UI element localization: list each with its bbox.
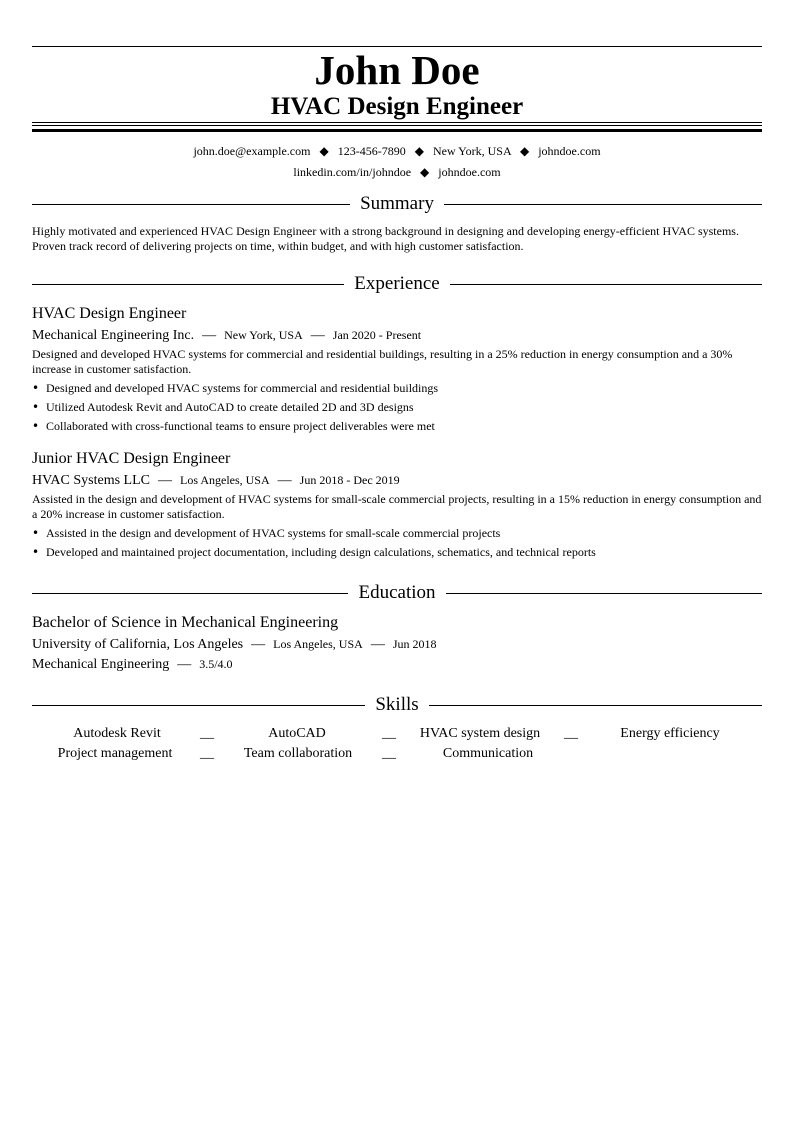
job-location: New York, USA	[224, 328, 303, 342]
experience-heading	[32, 272, 762, 296]
job-company: Mechanical Engineering Inc.	[32, 328, 195, 343]
education-heading	[32, 581, 762, 605]
heading-rule-right	[450, 284, 762, 285]
heading-rule-right	[444, 204, 762, 205]
bullet-icon: •	[32, 526, 40, 540]
candidate-name: John Doe	[314, 47, 480, 93]
job-title: Junior HVAC Design Engineer	[32, 450, 231, 467]
education-date: Jun 2018	[392, 637, 437, 651]
education-field-meta	[32, 655, 233, 674]
summary-heading-label: Summary	[360, 193, 434, 214]
dash-separator: —	[202, 328, 217, 343]
job-dates: Jun 2018 - Dec 2019	[299, 473, 400, 487]
header-rule-thick	[32, 129, 762, 132]
skill-item: Communication	[442, 746, 534, 761]
heading-rule-left	[32, 705, 365, 706]
education-gpa: 3.5/4.0	[199, 657, 233, 671]
bullet-icon: •	[32, 419, 40, 433]
list-item-text: Developed and maintained project documentation, including design calculations, schematics, and technical reports	[46, 545, 596, 559]
heading-rule-left	[32, 284, 344, 285]
job-meta	[32, 471, 400, 490]
skill-item: Autodesk Revit	[73, 726, 161, 741]
skill-separator: __	[564, 726, 578, 741]
skill-item: HVAC system design	[419, 726, 541, 741]
heading-rule-right	[446, 593, 762, 594]
list-item-text: Assisted in the design and development of HVAC systems for small-scale commercial projects	[46, 526, 501, 540]
job-bullet-list	[32, 524, 762, 562]
dash-separator: —	[177, 657, 192, 672]
bullet-icon: •	[32, 545, 40, 559]
dash-separator: —	[370, 637, 385, 652]
contact-phone[interactable]: 123-456-7890	[337, 144, 406, 158]
heading-rule-right	[429, 705, 762, 706]
contact-location: New York, USA	[432, 144, 511, 158]
skills-heading-label: Skills	[375, 694, 419, 715]
list-item	[32, 379, 762, 398]
contact-website-2[interactable]: johndoe.com	[438, 165, 501, 179]
header-rule-thin-1	[32, 122, 762, 123]
list-item	[32, 398, 762, 417]
education-school: University of California, Los Angeles	[32, 637, 244, 652]
dash-separator: —	[157, 473, 172, 488]
job-company: HVAC Systems LLC	[32, 473, 150, 488]
list-item	[32, 524, 762, 543]
diamond-separator-icon: ◆	[414, 144, 424, 158]
skill-item: AutoCAD	[268, 726, 326, 741]
job-description: Assisted in the design and development of HVAC systems for small-scale commercial projects, resulting in a 15% reduction in energy consumption and a 20% increase in customer satisfaction.	[32, 492, 762, 521]
skill-item: Energy efficiency	[620, 726, 720, 741]
job-location: Los Angeles, USA	[179, 473, 270, 487]
skills-grid	[32, 724, 762, 764]
heading-rule-left	[32, 204, 350, 205]
diamond-separator-icon: ◆	[319, 144, 329, 158]
skills-row	[32, 744, 762, 764]
list-item	[32, 417, 762, 436]
list-item-text: Designed and developed HVAC systems for commercial and residential buildings	[46, 381, 439, 395]
skills-heading	[32, 693, 762, 717]
experience-heading-label: Experience	[354, 273, 440, 294]
skill-item: Team collaboration	[243, 746, 353, 761]
list-item	[32, 543, 762, 562]
list-item-text: Utilized Autodesk Revit and AutoCAD to create detailed 2D and 3D designs	[46, 400, 414, 414]
skills-row	[32, 724, 762, 744]
contact-email[interactable]: john.doe@example.com	[193, 144, 311, 158]
education-degree: Bachelor of Science in Mechanical Engineering	[32, 614, 339, 631]
contact-website[interactable]: johndoe.com	[538, 144, 601, 158]
heading-rule-left	[32, 593, 348, 594]
summary-text: Highly motivated and experienced HVAC Design Engineer with a strong background in designing and developing energy-efficient HVAC systems. Proven track record of delivering projects on time, within budget, and with high customer satisfaction.	[32, 224, 739, 253]
candidate-title: HVAC Design Engineer	[270, 93, 524, 120]
contact-line-1	[32, 143, 762, 159]
dash-separator: —	[251, 637, 266, 652]
skill-separator: __	[200, 746, 214, 761]
job-dates: Jan 2020 - Present	[332, 328, 422, 342]
list-item-text: Collaborated with cross-functional teams to ensure project deliverables were met	[46, 419, 435, 433]
diamond-separator-icon: ◆	[420, 165, 430, 179]
diamond-separator-icon: ◆	[519, 144, 530, 158]
skill-separator: __	[382, 726, 396, 741]
job-bullet-list	[32, 379, 762, 436]
job-title: HVAC Design Engineer	[32, 305, 187, 322]
skill-separator: __	[200, 726, 214, 741]
education-location: Los Angeles, USA	[273, 637, 363, 651]
skill-separator: __	[382, 746, 396, 761]
summary-heading	[32, 192, 762, 216]
contact-line-2	[32, 164, 762, 180]
education-meta	[32, 635, 436, 654]
job-meta	[32, 326, 421, 345]
job-description: Designed and developed HVAC systems for commercial and residential buildings, resulting in a 25% reduction in energy consumption and a 30% increase in customer satisfaction.	[32, 347, 733, 376]
header-rule-thin-2	[32, 125, 762, 126]
education-field: Mechanical Engineering	[32, 657, 170, 672]
bullet-icon: •	[32, 400, 40, 414]
contact-linkedin[interactable]: linkedin.com/in/johndoe	[293, 165, 412, 179]
skill-item: Project management	[57, 746, 173, 761]
education-heading-label: Education	[358, 582, 436, 603]
dash-separator: —	[310, 328, 325, 343]
dash-separator: —	[277, 473, 292, 488]
bullet-icon: •	[32, 381, 40, 395]
